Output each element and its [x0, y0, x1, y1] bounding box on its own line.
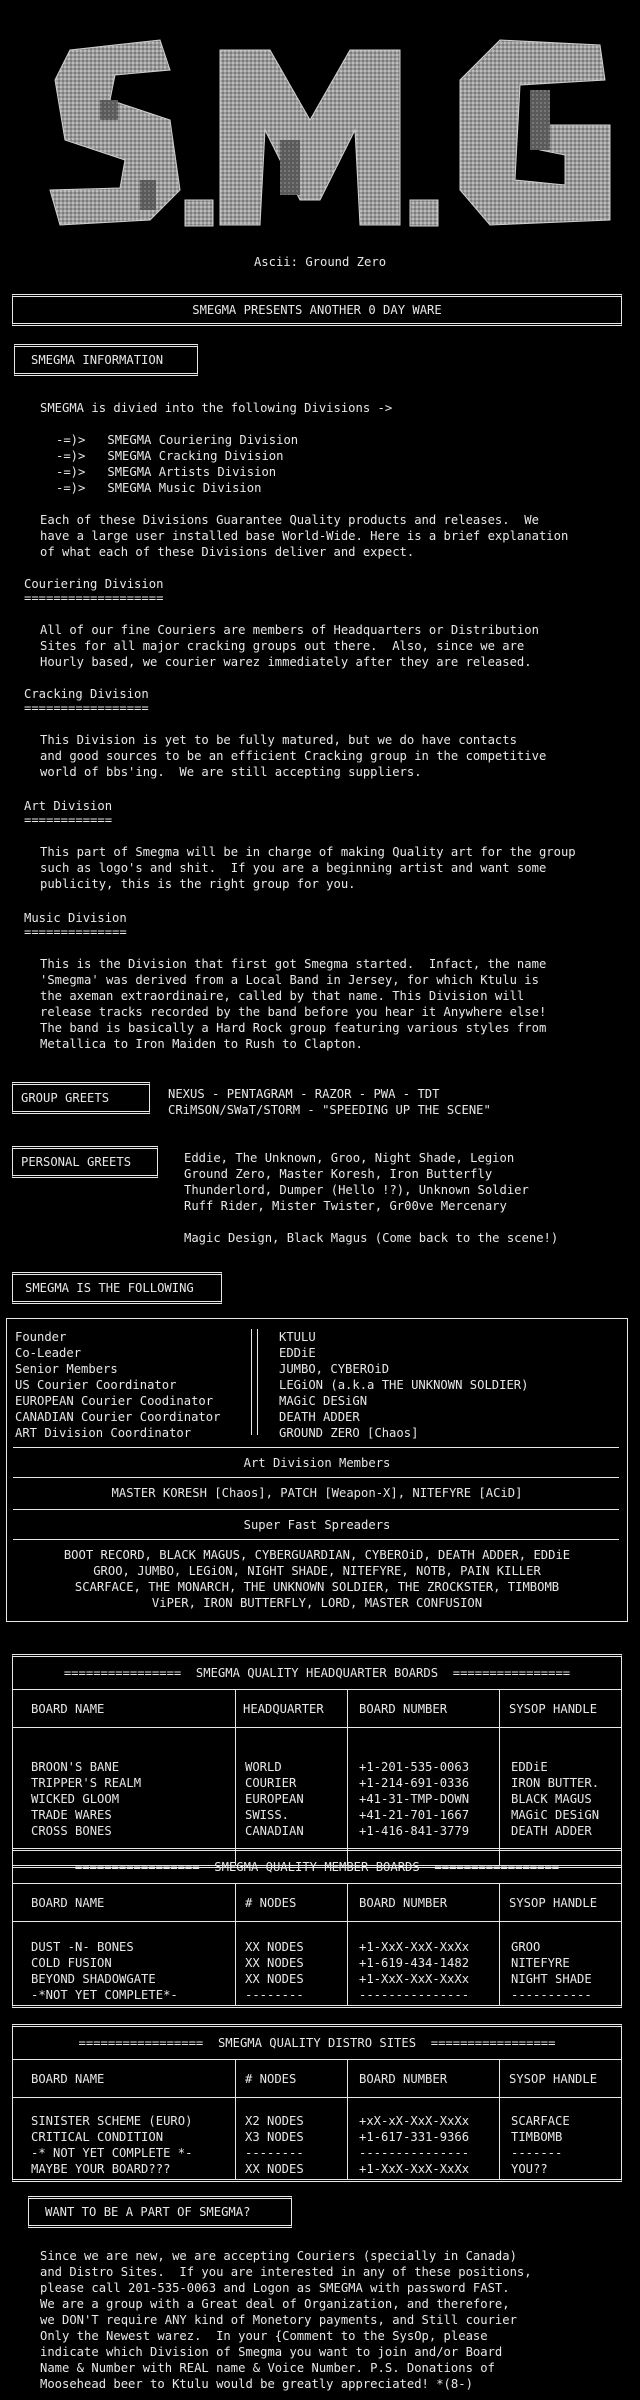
- board-sysop: GROO: [511, 1940, 541, 1954]
- board-name: CRITICAL CONDITION: [31, 2130, 164, 2144]
- col-header: BOARD NUMBER: [359, 1702, 448, 1716]
- personal-greets-box: [12, 1146, 158, 1178]
- section-rule: ==============: [24, 925, 127, 939]
- division-item: -=)> SMEGMA Couriering Division: [56, 433, 299, 447]
- board-nodes: X3 NODES: [245, 2130, 304, 2144]
- board-hq: SWISS.: [245, 1808, 290, 1822]
- smg-logo: [20, 0, 620, 238]
- board-number: +1-XxX-XxX-XxXx: [359, 1940, 470, 1954]
- board-nodes: XX NODES: [245, 1972, 304, 1986]
- roster-name: GROUND ZERO [Chaos]: [279, 1426, 419, 1440]
- board-nodes: --------: [245, 1988, 304, 2002]
- info-title-box: [14, 344, 198, 376]
- board-sysop: NITEFYRE: [511, 1956, 570, 1970]
- board-name: BROON'S BANE: [31, 1760, 120, 1774]
- board-hq: WORLD: [245, 1760, 282, 1774]
- board-number: +xX-xX-XxX-XxXx: [359, 2114, 470, 2128]
- division-item: -=)> SMEGMA Cracking Division: [56, 449, 284, 463]
- col-header: BOARD NUMBER: [359, 1896, 448, 1910]
- guarantee-text: Each of these Divisions Guarantee Quality products and releases. We have a large user installed base World-Wide. Here is a brief explanation of what each of these Divisions deliver and expect.: [40, 513, 569, 559]
- board-sysop: IRON BUTTER.: [511, 1776, 600, 1790]
- section-body: This is the Division that first got Smegma started. Infact, the name 'Smegma' was derived from a Local Band in Jersey, for which Ktulu is the axeman extraordinaire, called by that name. This Division will release tracks recorded by the band before you hear it Anywhere else! The band is basically a Hard Rock group featuring various styles from Metallica to Iron Maiden to Rush to Clapton.: [40, 957, 547, 1051]
- board-number: +1-201-535-0063: [359, 1760, 470, 1774]
- member-boards-title: ================= SMEGMA QUALITY MEMBER BOARDS =================: [74, 1860, 560, 1874]
- board-name: SINISTER SCHEME (EURO): [31, 2114, 193, 2128]
- division-item: -=)> SMEGMA Artists Division: [56, 465, 277, 479]
- info-intro: SMEGMA is divied into the following Divisions ->: [40, 401, 393, 415]
- col-header: SYSOP HANDLE: [509, 2072, 598, 2086]
- roster-title-box: [12, 1272, 222, 1304]
- board-sysop: YOU??: [511, 2162, 548, 2176]
- join-title-box: [28, 2196, 292, 2228]
- board-name: CROSS BONES: [31, 1824, 112, 1838]
- section-rule: ============: [24, 813, 113, 827]
- hq-boards-table: [12, 1654, 622, 1868]
- col-header: SYSOP HANDLE: [509, 1896, 598, 1910]
- roster-role: CANADIAN Courier Coordinator: [15, 1410, 221, 1424]
- section-rule: ===================: [24, 591, 164, 605]
- roster-name: EDDiE: [279, 1346, 316, 1360]
- board-nodes: XX NODES: [245, 1956, 304, 1970]
- board-number: +1-XxX-XxX-XxXx: [359, 2162, 470, 2176]
- distro-sites-title: ================= SMEGMA QUALITY DISTRO SITES =================: [78, 2036, 556, 2050]
- col-header: # NODES: [245, 2072, 297, 2086]
- board-name: WICKED GLOOM: [31, 1792, 120, 1806]
- roster-role: Senior Members: [15, 1362, 118, 1376]
- section-heading: Couriering Division: [24, 577, 164, 591]
- banner-text: SMEGMA PRESENTS ANOTHER 0 DAY WARE: [192, 303, 442, 317]
- section-body: All of our fine Couriers are members of Headquarters or Distribution Sites for all major cracking groups out there. Also, since we are Hourly based, we courier warez immediately after they are released.: [40, 623, 539, 669]
- board-name: DUST -N- BONES: [31, 1940, 134, 1954]
- col-header: SYSOP HANDLE: [509, 1702, 598, 1716]
- board-number: +1-617-331-9366: [359, 2130, 470, 2144]
- group-greets-text: NEXUS - PENTAGRAM - RAZOR - PWA - TDT CRiMSON/SWaT/STORM - "SPEEDING UP THE SCENE": [168, 1087, 491, 1117]
- board-sysop: MAGiC DESiGN: [511, 1808, 600, 1822]
- board-number: +1-619-434-1482: [359, 1956, 470, 1970]
- board-sysop: SCARFACE: [511, 2114, 570, 2128]
- board-sysop: TIMBOMB: [511, 2130, 563, 2144]
- distro-sites-table: [12, 2024, 622, 2182]
- board-sysop: NIGHT SHADE: [511, 1972, 592, 1986]
- board-sysop: -----------: [511, 1988, 592, 2002]
- spreaders-list: BOOT RECORD, BLACK MAGUS, CYBERGUARDIAN, CYBEROiD, DEATH ADDER, EDDiE GROO, JUMBO, LEGiON, NIGHT SHADE, NITEFYRE, NOTB, PAIN KILLER SCARFACE, THE MONARCH, THE UNKNOWN SOLDIER, THE ZROCKSTER, TIMBOMB ViPER, IRON BUTTERFLY, LORD, MASTER CONFUSION: [63, 1548, 571, 1610]
- info-title: SMEGMA INFORMATION: [31, 353, 164, 367]
- board-number: ---------------: [359, 2146, 470, 2160]
- roster-box: [6, 1318, 628, 1622]
- board-number: +41-21-701-1667: [359, 1808, 470, 1822]
- board-number: +1-416-841-3779: [359, 1824, 470, 1838]
- roster-name: JUMBO, CYBEROiD: [279, 1362, 390, 1376]
- board-hq: COURIER: [245, 1776, 297, 1790]
- group-greets-box: [12, 1082, 150, 1114]
- section-rule: =================: [24, 701, 149, 715]
- board-nodes: --------: [245, 2146, 304, 2160]
- art-members-list: MASTER KORESH [Chaos], PATCH [Weapon-X], NITEFYRE [ACiD]: [111, 1486, 523, 1500]
- board-name: -*NOT YET COMPLETE*-: [31, 1988, 178, 2002]
- board-name: BEYOND SHADOWGATE: [31, 1972, 156, 1986]
- board-name: COLD FUSION: [31, 1956, 112, 1970]
- member-boards-table: [12, 1848, 622, 2008]
- roster-name: DEATH ADDER: [279, 1410, 360, 1424]
- board-sysop: BLACK MAGUS: [511, 1792, 592, 1806]
- board-number: +1-XxX-XxX-XxXx: [359, 1972, 470, 1986]
- board-hq: CANADIAN: [245, 1824, 304, 1838]
- board-sysop: -------: [511, 2146, 563, 2160]
- section-heading: Art Division: [24, 799, 113, 813]
- roster-role: EUROPEAN Courier Coodinator: [15, 1394, 214, 1408]
- logo-text: S.M.G: [320, 0, 357, 13]
- board-name: MAYBE YOUR BOARD???: [31, 2162, 171, 2176]
- join-title: WANT TO BE A PART OF SMEGMA?: [45, 2205, 251, 2219]
- section-body: This Division is yet to be fully matured, but we do have contacts and good sources to be an efficient Cracking group in the competitive world of bbs'ing. We are still accepting suppliers.: [40, 733, 547, 779]
- roster-role: US Courier Coordinator: [15, 1378, 177, 1392]
- board-sysop: EDDiE: [511, 1760, 548, 1774]
- board-number: ---------------: [359, 1988, 470, 2002]
- personal-greets-title: PERSONAL GREETS: [21, 1155, 132, 1169]
- group-greets-title: GROUP GREETS: [21, 1091, 110, 1105]
- spreaders-title: Super Fast Spreaders: [243, 1518, 391, 1532]
- board-name: -* NOT YET COMPLETE *-: [31, 2146, 193, 2160]
- board-hq: EUROPEAN: [245, 1792, 304, 1806]
- join-text: Since we are new, we are accepting Couriers (specially in Canada) and Distro Sites. If you are interested in any of these positions, please call 201-535-0063 and Logon as SMEGMA with password FAST. We are a group with a Great deal of Organization, and therefore, we DON'T require ANY kind of Monetory payments, and Still courier Only the Newest warez. In your {Comment to the SysOp, please indicate which Division of Smegma you want to join and/or Board Name & Number with REAL name & Voice Number. P.S. Donations of Moosehead beer to Ktulu would be greatly appreciated! *(8-): [40, 2249, 532, 2391]
- banner-box: [12, 294, 622, 326]
- roster-title: SMEGMA IS THE FOLLOWING: [25, 1281, 194, 1295]
- board-nodes: X2 NODES: [245, 2114, 304, 2128]
- board-number: +41-31-TMP-DOWN: [359, 1792, 470, 1806]
- col-header: HEADQUARTER: [243, 1702, 324, 1716]
- division-item: -=)> SMEGMA Music Division: [56, 481, 262, 495]
- section-heading: Cracking Division: [24, 687, 149, 701]
- roster-role: ART Division Coordinator: [15, 1426, 192, 1440]
- section-heading: Music Division: [24, 911, 127, 925]
- board-nodes: XX NODES: [245, 1940, 304, 1954]
- board-name: TRADE WARES: [31, 1808, 112, 1822]
- board-name: TRIPPER'S REALM: [31, 1776, 142, 1790]
- ascii-credit: Ascii: Ground Zero: [253, 255, 387, 269]
- roster-name: MAGiC DESiGN: [279, 1394, 368, 1408]
- roster-role: Founder: [15, 1330, 67, 1344]
- board-sysop: DEATH ADDER: [511, 1824, 592, 1838]
- col-header: BOARD NAME: [31, 1702, 105, 1716]
- division-list: [56, 432, 298, 496]
- col-header: BOARD NUMBER: [359, 2072, 448, 2086]
- col-header: # NODES: [245, 1896, 297, 1910]
- section-body: This part of Smegma will be in charge of making Quality art for the group such as logo's and shit. If you are a beginning artist and want some publicity, this is the right group for you.: [40, 845, 576, 891]
- board-number: +1-214-691-0336: [359, 1776, 470, 1790]
- hq-boards-title: ================ SMEGMA QUALITY HEADQUARTER BOARDS ================: [63, 1666, 571, 1680]
- personal-greets-text: Eddie, The Unknown, Groo, Night Shade, Legion Ground Zero, Master Koresh, Iron Butterfly Thunderlord, Dumper (Hello !?), Unknown Soldier Ruff Rider, Mister Twister, Gr00ve Mercenary Magic Design, Black Magus (Come back to the scene!): [184, 1151, 559, 1245]
- col-header: BOARD NAME: [31, 2072, 105, 2086]
- board-nodes: XX NODES: [245, 2162, 304, 2176]
- col-header: BOARD NAME: [31, 1896, 105, 1910]
- roster-name: KTULU: [279, 1330, 316, 1344]
- art-members-title: Art Division Members: [243, 1456, 391, 1470]
- roster-name: LEGiON (a.k.a THE UNKNOWN SOLDIER): [279, 1378, 529, 1392]
- roster-role: Co-Leader: [15, 1346, 82, 1360]
